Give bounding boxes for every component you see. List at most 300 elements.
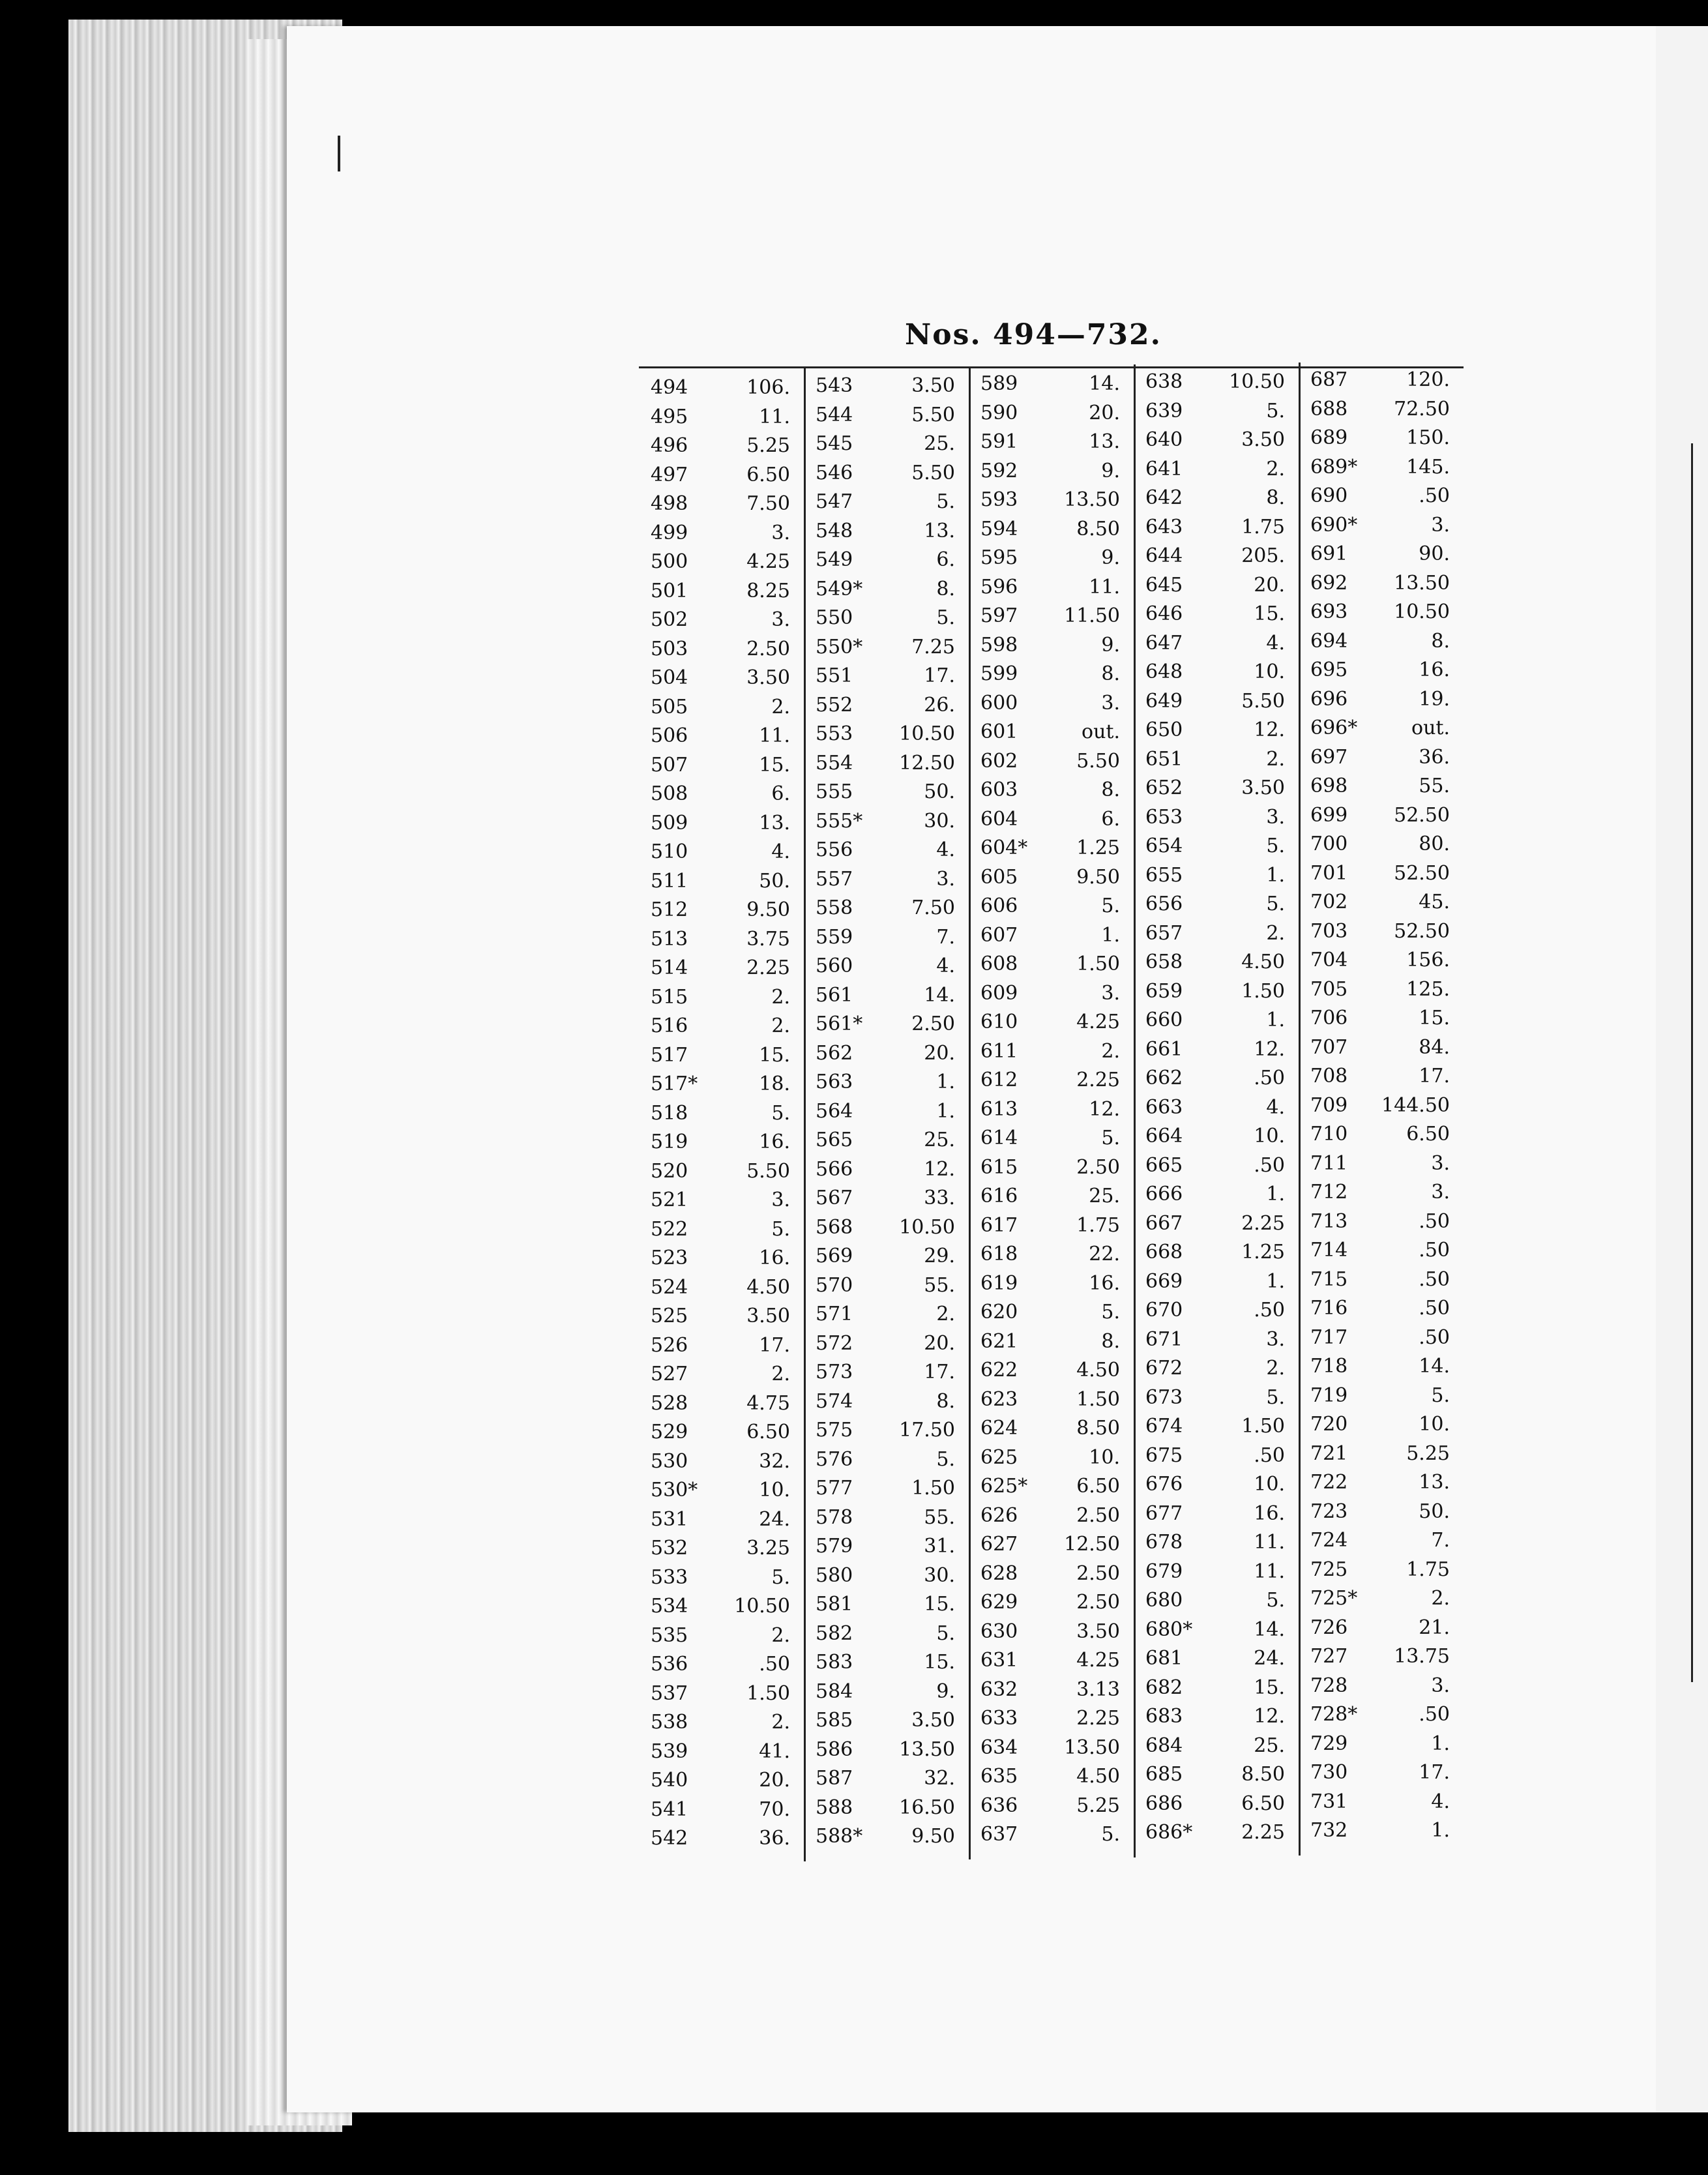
price-row [804, 1416, 969, 1445]
lot-number: 645 [1145, 573, 1183, 597]
lot-number: 529 [651, 1421, 688, 1443]
price-row [804, 1503, 969, 1532]
price-row [639, 1041, 804, 1070]
price-column [1134, 363, 1301, 1856]
price-row [969, 1124, 1134, 1153]
price-row [639, 1186, 804, 1215]
price-value: 5.25 [1406, 1442, 1450, 1465]
price-row [969, 515, 1134, 544]
price-value: 3.50 [1076, 1620, 1120, 1643]
lot-number: 574 [816, 1389, 853, 1413]
price-value: 11. [1089, 575, 1120, 599]
price-value: 3.50 [1241, 777, 1285, 799]
price-value: 1.50 [1076, 1387, 1120, 1411]
price-value: 12. [1254, 1705, 1285, 1728]
price-value: 10. [759, 1479, 790, 1502]
price-row [1299, 569, 1464, 598]
price-row [639, 1389, 804, 1418]
lot-number: 588 [816, 1796, 853, 1819]
lot-number: 539 [651, 1739, 688, 1763]
lot-number: 654 [1145, 835, 1183, 857]
lot-number: 515 [651, 985, 688, 1009]
price-row [969, 1153, 1134, 1182]
price-row [639, 403, 804, 432]
lot-number: 618 [980, 1243, 1018, 1265]
lot-number: 646 [1145, 602, 1183, 625]
price-row [1134, 832, 1299, 861]
lot-number: 530* [651, 1479, 698, 1502]
price-row [804, 1271, 969, 1300]
price-value: 4. [936, 954, 955, 977]
price-value: 5.50 [1241, 689, 1285, 713]
price-row [639, 1099, 804, 1128]
price-row [969, 892, 1134, 921]
lot-number: 659 [1145, 979, 1183, 1003]
price-row [1134, 948, 1299, 977]
lot-number: 677 [1145, 1502, 1183, 1525]
price-column [969, 364, 1136, 1857]
lot-number: 660 [1145, 1009, 1183, 1031]
price-row [1134, 803, 1299, 832]
price-row [639, 867, 804, 896]
lot-number: 558 [816, 896, 853, 919]
lot-number: 551 [816, 664, 853, 687]
lot-number: 614 [980, 1127, 1018, 1149]
lot-number: 642 [1145, 486, 1183, 509]
price-row [1299, 627, 1464, 656]
price-value: 15. [1254, 1676, 1285, 1699]
price-value: 8.50 [1076, 1417, 1120, 1440]
price-value: 16. [759, 1131, 790, 1153]
price-table [639, 366, 1464, 1868]
lot-number: 653 [1145, 805, 1183, 829]
price-row [639, 838, 804, 866]
price-row [639, 1360, 804, 1389]
price-value: 6.50 [746, 463, 790, 486]
price-value: 8. [1431, 629, 1450, 653]
lot-number: 538 [651, 1711, 688, 1734]
price-value: 4. [771, 840, 790, 863]
lot-number: 613 [980, 1097, 1018, 1121]
lot-number: 730 [1310, 1761, 1348, 1784]
price-value: 10. [1089, 1445, 1120, 1469]
lot-number: 680 [1145, 1589, 1183, 1612]
price-value: 20. [1089, 401, 1120, 424]
price-value: 4. [936, 838, 955, 861]
price-value: 17. [1419, 1065, 1450, 1088]
lot-number: 732 [1310, 1819, 1348, 1842]
price-row [639, 577, 804, 606]
price-value: 16. [1254, 1502, 1285, 1525]
lot-number: 593 [980, 488, 1018, 511]
price-value: 5. [1101, 1127, 1120, 1149]
price-value: 9.50 [911, 1825, 955, 1848]
price-row [969, 1008, 1134, 1037]
price-value: 5. [936, 1621, 955, 1645]
price-value: 2. [771, 1014, 790, 1037]
price-value: 4.75 [746, 1391, 790, 1415]
price-row [804, 1532, 969, 1561]
price-row [1299, 917, 1464, 946]
price-row [1299, 1294, 1464, 1323]
price-value: 1. [1431, 1819, 1450, 1842]
lot-number: 681 [1145, 1647, 1183, 1670]
price-value: 3.13 [1076, 1678, 1120, 1701]
lot-number: 663 [1145, 1095, 1183, 1119]
lot-number: 557 [816, 867, 853, 891]
lot-number: 503 [651, 637, 688, 660]
price-row [1299, 859, 1464, 888]
price-value: 50. [759, 869, 790, 893]
lot-number: 524 [651, 1275, 688, 1299]
price-value: 4.50 [1076, 1359, 1120, 1382]
lot-number: 680* [1145, 1618, 1193, 1641]
lot-number: 510 [651, 840, 688, 863]
price-value: 125. [1406, 977, 1450, 1001]
price-value: 6. [1101, 807, 1120, 831]
price-value: 13. [1419, 1471, 1450, 1494]
price-row [639, 1563, 804, 1592]
lot-number: 563 [816, 1071, 853, 1093]
price-value: .50 [1419, 1325, 1450, 1349]
price-row [639, 1505, 804, 1534]
price-value: 2.50 [746, 637, 790, 660]
lot-number: 685 [1145, 1763, 1183, 1786]
lot-number: 644 [1145, 544, 1183, 567]
lot-number: 519 [651, 1131, 688, 1153]
price-row [639, 664, 804, 692]
lot-number: 671 [1145, 1327, 1183, 1351]
price-row [1134, 1296, 1299, 1325]
price-value: 36. [759, 1827, 790, 1850]
price-row [969, 370, 1134, 398]
lot-number: 588* [816, 1825, 863, 1848]
price-value: 6.50 [1241, 1792, 1285, 1815]
price-row [1299, 946, 1464, 975]
lot-number: 583 [816, 1651, 853, 1674]
price-value: 4.25 [746, 550, 790, 573]
price-value: 2. [1431, 1587, 1450, 1610]
price-value: 7. [1431, 1529, 1450, 1552]
lot-number: 700 [1310, 833, 1348, 855]
price-row [1134, 1674, 1299, 1702]
price-row [1299, 1324, 1464, 1352]
price-row [804, 1764, 969, 1793]
price-row [1134, 919, 1299, 948]
price-row [1134, 1325, 1299, 1354]
price-value: 13.75 [1394, 1645, 1450, 1668]
lot-number: 494 [651, 376, 688, 399]
price-value: 1.50 [1241, 1415, 1285, 1438]
lot-number: 565 [816, 1129, 853, 1151]
lot-number: 712 [1310, 1181, 1348, 1204]
price-value: 20. [924, 1041, 955, 1065]
price-row [969, 1530, 1134, 1559]
lot-number: 550 [816, 606, 853, 629]
price-value: 6.50 [1076, 1475, 1120, 1498]
price-value: 13.50 [1064, 488, 1120, 511]
lot-number: 691 [1310, 542, 1348, 565]
price-value: 5.25 [1076, 1794, 1120, 1817]
price-row [969, 1646, 1134, 1675]
price-value: 14. [924, 983, 955, 1007]
lot-number: 556 [816, 838, 853, 861]
price-value: 26. [924, 693, 955, 717]
price-value: 20. [1254, 573, 1285, 597]
price-value: 1.50 [746, 1681, 790, 1705]
price-row [804, 1706, 969, 1735]
lot-number: 717 [1310, 1325, 1348, 1349]
price-value: .50 [1254, 1443, 1285, 1467]
price-row [639, 461, 804, 490]
price-value: 13.50 [899, 1738, 955, 1761]
lot-number: 669 [1145, 1269, 1183, 1293]
price-row [1134, 1702, 1299, 1731]
price-value: 3.75 [746, 927, 790, 951]
price-row [1134, 1267, 1299, 1296]
price-value: 7.50 [746, 492, 790, 515]
lot-number: 668 [1145, 1241, 1183, 1264]
price-value: 52.50 [1394, 919, 1450, 943]
price-value: .50 [1419, 1267, 1450, 1291]
price-value: 5. [1431, 1383, 1450, 1407]
lot-number: 530 [651, 1449, 688, 1473]
price-value: 5. [1266, 399, 1285, 422]
price-row [969, 979, 1134, 1008]
price-row [969, 1443, 1134, 1472]
price-row [639, 1534, 804, 1563]
lot-number: 564 [816, 1099, 853, 1123]
price-value: 30. [924, 809, 955, 833]
lot-number: 591 [980, 430, 1018, 453]
price-row [1134, 1209, 1299, 1238]
price-row [1299, 1816, 1464, 1845]
price-row [969, 1792, 1134, 1820]
lot-number: 566 [816, 1157, 853, 1181]
lot-number: 576 [816, 1447, 853, 1471]
price-value: 5. [1101, 1301, 1120, 1324]
price-value: 9. [1101, 633, 1120, 657]
lot-number: 709 [1310, 1093, 1348, 1117]
price-value: 32. [759, 1449, 790, 1473]
price-value: 3. [1431, 1151, 1450, 1175]
price-value: 15. [1254, 602, 1285, 625]
price-value: 7.25 [911, 635, 955, 658]
price-row [969, 1762, 1134, 1791]
price-value: 5. [1101, 895, 1120, 917]
lot-number: 604 [980, 807, 1018, 831]
price-value: out. [1411, 717, 1450, 739]
price-value: 8.50 [1076, 517, 1120, 540]
lot-number: 706 [1310, 1007, 1348, 1029]
price-row [1299, 801, 1464, 830]
price-value: 19. [1419, 687, 1450, 711]
price-row [804, 1387, 969, 1416]
price-row [1134, 1500, 1299, 1528]
price-row [1134, 1586, 1299, 1615]
price-row [969, 399, 1134, 428]
price-row [1299, 540, 1464, 569]
price-row [1134, 542, 1299, 570]
lot-number: 703 [1310, 919, 1348, 943]
price-row [1299, 1498, 1464, 1526]
lot-number: 506 [651, 724, 688, 747]
lot-number: 606 [980, 895, 1018, 917]
price-row [1299, 1556, 1464, 1584]
price-value: 6. [936, 548, 955, 571]
price-row [804, 952, 969, 981]
lot-number: 512 [651, 898, 688, 921]
lot-number: 693 [1310, 600, 1348, 623]
lot-number: 720 [1310, 1413, 1348, 1436]
price-value: 5.50 [911, 403, 955, 426]
lot-number: 656 [1145, 893, 1183, 915]
price-row [804, 1039, 969, 1068]
price-value: 17. [759, 1333, 790, 1357]
lot-number: 670 [1145, 1299, 1183, 1322]
price-value: 9. [1101, 546, 1120, 569]
lot-number: 710 [1310, 1123, 1348, 1146]
price-value: 9.50 [746, 898, 790, 921]
price-value: 1. [1101, 923, 1120, 947]
lot-number: 579 [816, 1535, 853, 1558]
price-row [804, 401, 969, 430]
price-value: 31. [924, 1535, 955, 1558]
lot-number: 637 [980, 1823, 1018, 1846]
price-row [1134, 1180, 1299, 1209]
price-row [1134, 1818, 1299, 1847]
lot-number: 542 [651, 1827, 688, 1850]
price-value: 5.50 [911, 461, 955, 484]
price-value: 3.50 [1241, 428, 1285, 451]
price-row [969, 1472, 1134, 1501]
lot-number: 694 [1310, 629, 1348, 653]
price-row [639, 1157, 804, 1186]
price-row [639, 1708, 804, 1737]
price-value: 12.50 [899, 751, 955, 775]
price-row [1299, 1207, 1464, 1236]
price-row [1134, 1064, 1299, 1093]
price-value: 20. [924, 1331, 955, 1355]
price-value: 70. [759, 1798, 790, 1821]
price-value: 5. [1266, 1385, 1285, 1409]
price-value: 7. [936, 925, 955, 949]
price-row [1134, 1790, 1299, 1818]
price-row [1299, 1004, 1464, 1033]
price-row [1134, 600, 1299, 629]
lot-number: 553 [816, 722, 853, 745]
lot-number: 610 [980, 1011, 1018, 1033]
price-row [639, 1447, 804, 1476]
lot-number: 523 [651, 1247, 688, 1269]
price-row [804, 1329, 969, 1358]
price-row [1134, 571, 1299, 600]
price-row [1299, 1382, 1464, 1410]
lot-number: 495 [651, 405, 688, 428]
price-value: 25. [924, 1129, 955, 1151]
price-value: 4. [1266, 631, 1285, 655]
price-row [804, 1300, 969, 1329]
price-value: 13.50 [1064, 1736, 1120, 1759]
price-row [639, 1621, 804, 1650]
price-row [969, 1560, 1134, 1588]
price-row [969, 428, 1134, 456]
price-value: 2. [771, 1711, 790, 1734]
price-value: 4.25 [1076, 1649, 1120, 1672]
lot-number: 692 [1310, 571, 1348, 595]
price-value: .50 [759, 1653, 790, 1676]
lot-number: 605 [980, 865, 1018, 889]
lot-number: 675 [1145, 1443, 1183, 1467]
price-row [969, 834, 1134, 863]
price-value: 1. [1266, 863, 1285, 887]
price-value: 3. [771, 608, 790, 631]
price-value: 25. [1254, 1734, 1285, 1757]
price-value: 5. [936, 606, 955, 629]
price-row [1299, 598, 1464, 627]
price-value: 12.50 [1064, 1533, 1120, 1556]
lot-number: 534 [651, 1595, 688, 1618]
price-value: 5. [936, 490, 955, 513]
price-value: 9. [936, 1679, 955, 1703]
price-value: 2.50 [1076, 1561, 1120, 1585]
price-row [639, 693, 804, 722]
lot-number: 597 [980, 604, 1018, 627]
price-row [804, 488, 969, 516]
price-row [969, 660, 1134, 688]
price-row [969, 1037, 1134, 1066]
price-value: 15. [1419, 1007, 1450, 1029]
lot-number: 689 [1310, 426, 1348, 449]
price-row [1134, 861, 1299, 890]
lot-number: 533 [651, 1565, 688, 1589]
price-value: 13. [1089, 430, 1120, 453]
lot-number: 651 [1145, 747, 1183, 771]
lot-number: 705 [1310, 977, 1348, 1001]
price-value: 8. [1266, 486, 1285, 509]
lot-number: 726 [1310, 1616, 1348, 1639]
price-value: 1.75 [1406, 1558, 1450, 1581]
price-value: 15. [759, 1043, 790, 1067]
price-value: 2. [771, 985, 790, 1009]
price-value: 2.25 [1241, 1821, 1285, 1844]
price-value: 106. [746, 376, 790, 399]
lot-number: 682 [1145, 1676, 1183, 1699]
lot-number: 721 [1310, 1442, 1348, 1465]
lot-number: 667 [1145, 1211, 1183, 1235]
price-row [969, 631, 1134, 660]
price-row [969, 1066, 1134, 1095]
price-value: 3. [1101, 981, 1120, 1005]
price-row [1299, 1352, 1464, 1381]
lot-number: 560 [816, 954, 853, 977]
lot-number: 555* [816, 809, 863, 833]
lot-number: 584 [816, 1679, 853, 1703]
price-value: 14. [1254, 1618, 1285, 1641]
lot-number: 498 [651, 492, 688, 515]
price-row [1134, 716, 1299, 745]
price-value: 12. [1254, 718, 1285, 741]
lot-number: 571 [816, 1303, 853, 1325]
lot-number: 517 [651, 1043, 688, 1067]
price-row [639, 1824, 804, 1853]
lot-number: 568 [816, 1215, 853, 1239]
lot-number: 507 [651, 753, 688, 777]
lot-number: 638 [1145, 370, 1183, 393]
lot-number: 505 [651, 695, 688, 718]
lot-number: 536 [651, 1653, 688, 1676]
lot-number: 548 [816, 519, 853, 542]
